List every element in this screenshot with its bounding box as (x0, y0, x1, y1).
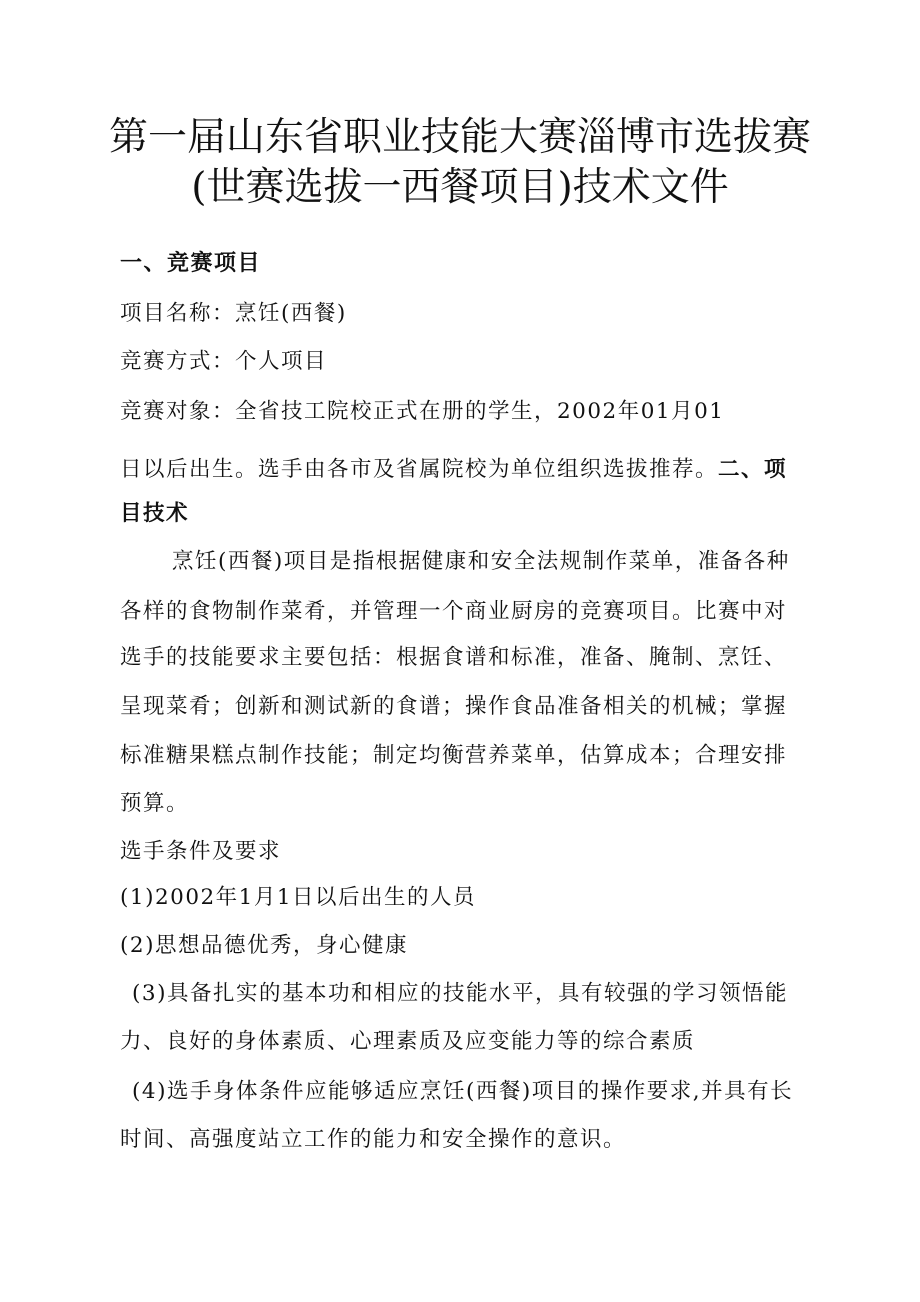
requirement-item-3-line1: (3)具备扎实的基本功和相应的技能水平，具有较强的学习领悟能 (132, 981, 788, 1006)
requirements-heading: 选手条件及要求 (120, 839, 282, 864)
competition-target-line1: 竞赛对象：全省技工院校正式在册的学生，2002年01月01 (120, 399, 725, 424)
project-name: 项目名称：烹饪(西餐) (120, 301, 347, 326)
requirement-item-4-line1: (4)选手身体条件应能够适应烹饪(西餐)项目的操作要求,并具有长 (132, 1079, 794, 1104)
competition-target-line2 (120, 452, 787, 483)
competition-target-text: 日以后出生。选手由各市及省属院校为单位组织选拔推荐。 (120, 457, 719, 482)
competition-method: 竞赛方式：个人项目 (120, 349, 328, 374)
paragraph-line: 选手的技能要求主要包括：根据食谱和标准，准备、腌制、烹饪、 (120, 645, 788, 670)
requirement-item-1: (1)2002年1月1日以后出生的人员 (120, 885, 477, 910)
paragraph-line: 烹饪(西餐)项目是指根据健康和安全法规制作菜单，准备各种 (172, 549, 790, 574)
document-title-line2: (世赛选拔一西餐项目)技术文件 (191, 165, 729, 210)
paragraph-line: 各样的食物制作菜肴，并管理一个商业厨房的竞赛项目。比赛中对 (120, 599, 788, 624)
section2-heading-start: 二、项 (718, 457, 788, 482)
requirement-item-3-line2: 力、良好的身体素质、心理素质及应变能力等的综合素质 (120, 1029, 696, 1054)
section1-heading: 一、竞赛项目 (120, 250, 262, 276)
requirement-item-2: (2)思想品德优秀，身心健康 (120, 933, 408, 958)
section2-heading-end: 目技术 (120, 501, 190, 526)
paragraph-line: 呈现菜肴；创新和测试新的食谱；操作食品准备相关的机械；掌握 (120, 694, 788, 719)
document-title-line1: 第一届山东省职业技能大赛淄博市选拔赛 (108, 115, 811, 160)
requirement-item-4-line2: 时间、高强度站立工作的能力和安全操作的意识。 (120, 1127, 627, 1152)
paragraph-line: 标准糖果糕点制作技能；制定均衡营养菜单，估算成本；合理安排 (120, 743, 788, 768)
paragraph-line: 预算。 (120, 791, 190, 816)
